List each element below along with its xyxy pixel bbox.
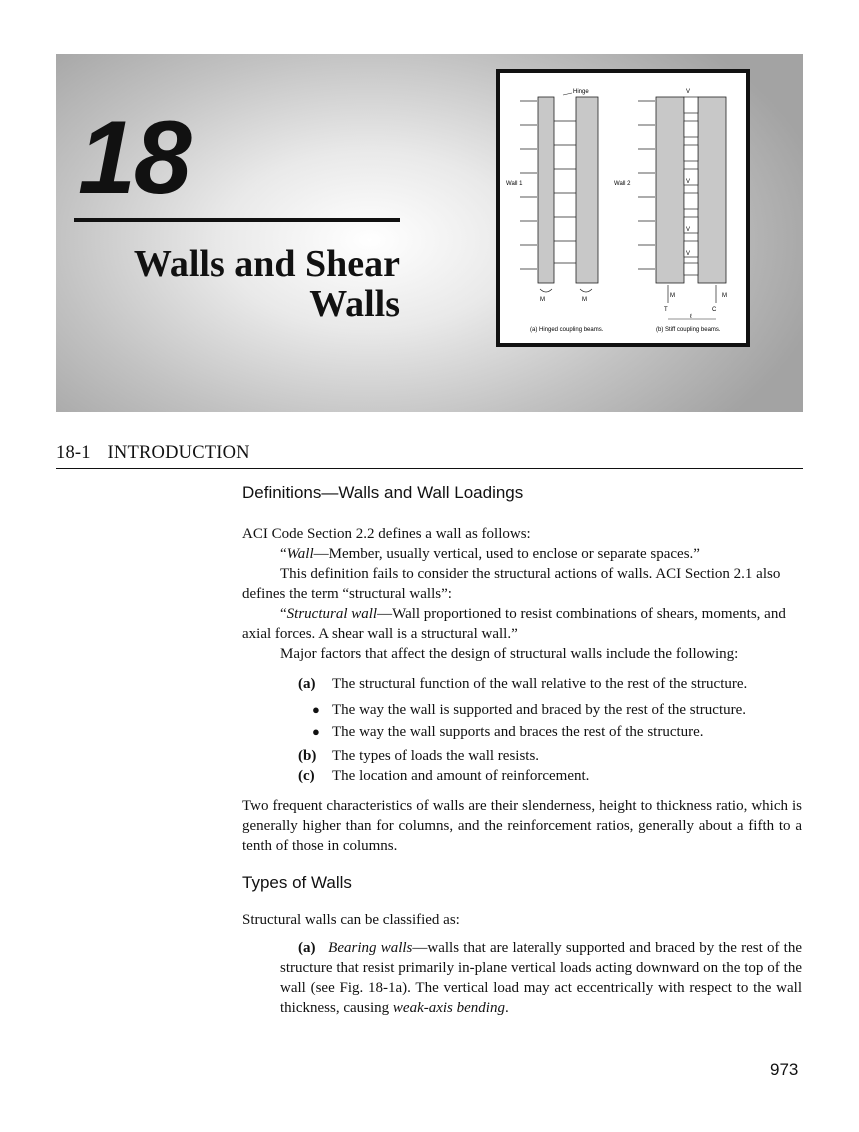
- moment-b2: M: [722, 293, 727, 299]
- c-label: C: [712, 307, 717, 313]
- list-label-b: (b): [298, 748, 317, 764]
- v-label-3: V: [686, 227, 691, 233]
- v-label-4: V: [686, 251, 691, 257]
- section-heading: [56, 443, 250, 464]
- coupling-beams-b: [684, 97, 698, 275]
- list-item-b: [242, 746, 802, 766]
- t-label: T: [664, 307, 668, 313]
- links-a: [554, 121, 576, 263]
- moment-b1: M: [670, 293, 675, 299]
- subsection-types: Types of Walls: [242, 873, 352, 892]
- quote-open: “: [280, 546, 287, 562]
- paragraph-3: This definition fails to consider the structural actions of walls. ACI Section 2.1 also defines the term “structural walls”:: [242, 566, 781, 602]
- chapter-title-line2: Walls: [309, 283, 400, 325]
- term-bearing-walls: Bearing walls: [328, 940, 413, 956]
- section-rule: [56, 468, 803, 469]
- chapter-title: [90, 244, 400, 324]
- load-arrows-b: [638, 101, 655, 269]
- paragraph-structural-wall-def: [242, 604, 802, 644]
- bullet-dot: ●: [312, 724, 320, 739]
- caption-b: (b) Stiff coupling beams.: [656, 327, 721, 333]
- bullet-item-1: [242, 700, 802, 720]
- body-content: [242, 482, 802, 1018]
- chapter-title-line1: Walls and Shear: [133, 243, 400, 285]
- figure-drawing: [500, 73, 746, 343]
- section-title: INTRODUCTION: [107, 443, 250, 463]
- list-label-a: (a): [298, 676, 316, 692]
- list-label-c: (c): [298, 768, 315, 784]
- hinge-label: Hinge: [573, 89, 589, 95]
- v-label-1: V: [686, 89, 691, 95]
- class-item-a: [242, 938, 802, 1018]
- bullet-text-1: The way the wall is supported and braced by the rest of the structure.: [332, 702, 747, 718]
- bullet-dot: ●: [312, 702, 320, 717]
- walls-a: [538, 97, 598, 283]
- quote-open-2: “: [280, 606, 287, 622]
- term-wall: Wall: [286, 546, 314, 562]
- figure-coupled-walls: [496, 69, 750, 347]
- class-text-a: —walls that are laterally supported and braced by the rest of the structure that resist primarily in-plane vertical loads acting downward on the top of the wall (see Fig. 18-1a). The vertical load may act eccentrically with respect to the wall thickness, causing: [280, 940, 802, 1016]
- bullet-text-2: The way the wall supports and braces the rest of the structure.: [332, 724, 704, 740]
- wall1-label: Wall 1: [506, 181, 523, 187]
- paragraph-7: Structural walls can be classified as:: [242, 912, 460, 928]
- l-label: ℓ: [690, 314, 692, 320]
- page-number: 973: [770, 1060, 799, 1079]
- paragraph-1: ACI Code Section 2.2 defines a wall as follows:: [242, 526, 531, 542]
- list-text-b: The types of loads the wall resists.: [332, 748, 540, 764]
- paragraph-5: Major factors that affect the design of structural walls include the following:: [280, 646, 739, 662]
- term-structural-wall: Structural wall: [286, 606, 378, 622]
- chapter-rule: [74, 218, 400, 222]
- caption-a: (a) Hinged coupling beams.: [530, 327, 604, 333]
- class-end-a: .: [504, 1000, 509, 1016]
- paragraph-6: Two frequent characteristics of walls are their slenderness, height to thickness ratio, which is generally higher than for columns, and the reinforcement ratios, generally about a fifth to a tenth of those in columns.: [242, 798, 802, 854]
- load-arrows-a: [520, 101, 537, 269]
- chapter-number: 18: [78, 100, 190, 216]
- subsection-definitions: Definitions—Walls and Wall Loadings: [242, 483, 524, 502]
- paragraph-wall-def: [242, 544, 802, 564]
- class-label-a: (a): [298, 940, 316, 956]
- wall2-label: Wall 2: [614, 181, 631, 187]
- wall-def-text: —Member, usually vertical, used to enclose or separate spaces.”: [313, 546, 700, 562]
- moment-a1: M: [540, 297, 545, 303]
- list-text-c: The location and amount of reinforcement.: [332, 768, 590, 784]
- list-text-a: The structural function of the wall relative to the rest of the structure.: [332, 676, 748, 692]
- bullet-item-2: [242, 722, 802, 742]
- moment-a2: M: [582, 297, 587, 303]
- section-number: 18-1: [56, 443, 91, 463]
- structural-wall-def-text: —Wall proportioned to resist combinations of shears, moments, and axial forces. A shear wall is a structural wall.”: [242, 606, 786, 642]
- list-item-a: [242, 674, 802, 694]
- v-label-2: V: [686, 179, 691, 185]
- list-item-c: [242, 766, 802, 786]
- term-weak-axis-bending: weak-axis bending: [392, 1000, 505, 1016]
